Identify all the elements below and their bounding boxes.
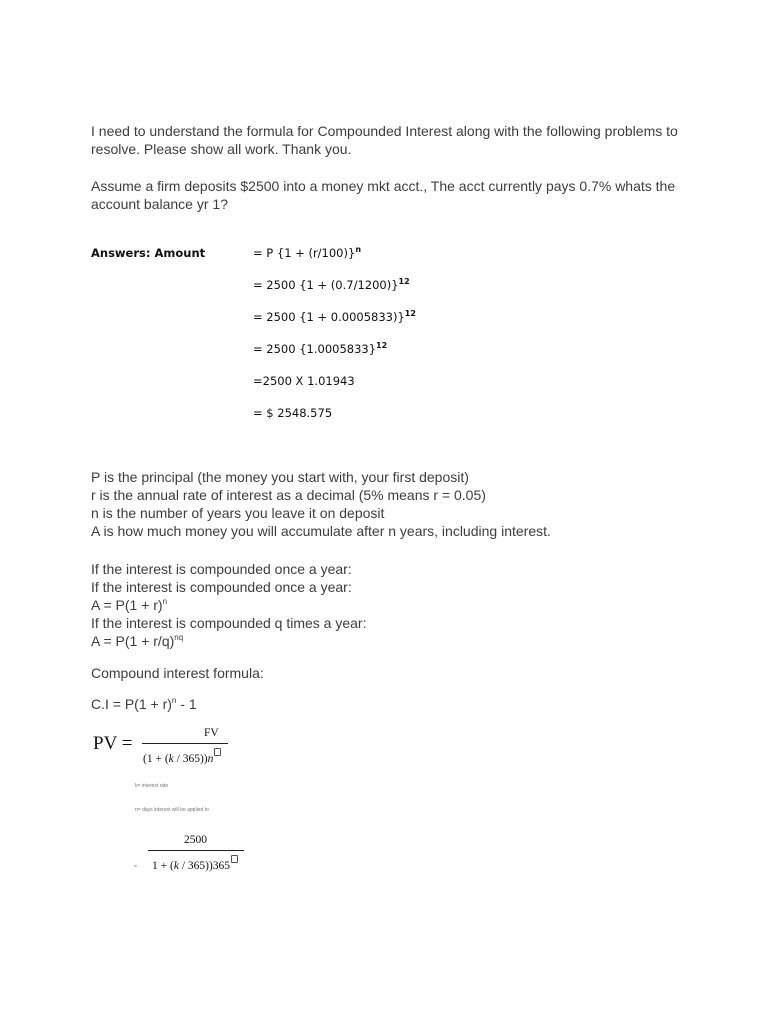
compounding-line-2: If the interest is compounded once a year: [91,579,352,595]
problem-line-1: Assume a firm deposits $2500 into a money mkt acct., The acct currently pays 0.7% whats the [91,178,676,194]
compound-q-formula: $A = P(1 + r/q)^{nq}$ [91,633,184,649]
pv-numerator: FV [204,727,219,739]
question-line-1: I need to understand the formula for Compounded Interest along with the following problems to [91,123,678,139]
compounding-line-3: If the interest is compounded q times a year: [91,615,367,631]
pv-example-numerator: 2500 [184,834,207,846]
pv-example-fraction-bar [148,850,244,851]
compounding-line-1: If the interest is compounded once a year: [91,561,352,577]
pv-lhs: PV = [93,733,133,754]
problem-line-2: account balance yr 1? [91,196,228,212]
answer-step-4: = 2500 $\{1.0005833\}^{12}$ [253,341,388,356]
pv-fraction-bar [142,743,228,744]
answer-step-3: = 2500 $\{1 + 0.0005833)\}^{12}$ [253,309,416,324]
compound-annual-formula: $A = P(1 + r)^n$ [91,597,168,613]
definition-years: n is the number of years you leave it on deposit [91,505,385,521]
pv-note-days: n= days interest will be applied to [135,807,209,813]
pv-denominator: (1 + (k / 365))n [143,748,221,765]
answer-step-1: = P $\{1 + (r/100)\}^n$ [253,245,362,260]
placeholder-box-icon [214,748,221,756]
compound-interest-formula: $C.I = P(1 + r)^n - 1$ [91,696,197,712]
definition-rate: r is the annual rate of interest as a decimal (5% means r = 0.05) [91,487,486,503]
answer-step-6: = $ 2548.575 [253,406,333,420]
compounding-section [91,560,366,650]
pv-example-equals: = [134,864,137,870]
problem-text [91,177,675,213]
answer-step-2: = 2500 $\{1 + (0.7/1200)\}^{12}$ [253,277,410,292]
pv-note-rate: k= interest rate [135,783,169,789]
placeholder-box-icon [231,855,238,863]
definition-principal: P is the principal (the money you start with, your first deposit) [91,469,469,485]
pv-example-denominator: 1 + (k / 365))365 [152,855,238,872]
definition-amount: A is how much money you will accumulate after n years, including interest. [91,523,551,539]
question-line-2: resolve. Please show all work. Thank you. [91,141,352,157]
answer-step-5: =2500 X 1.01943 [253,374,355,388]
compound-formula-heading: Compound interest formula: [91,665,264,681]
answers-label: Answers: Amount [91,246,206,260]
question-text [91,122,678,158]
definitions [91,468,551,540]
